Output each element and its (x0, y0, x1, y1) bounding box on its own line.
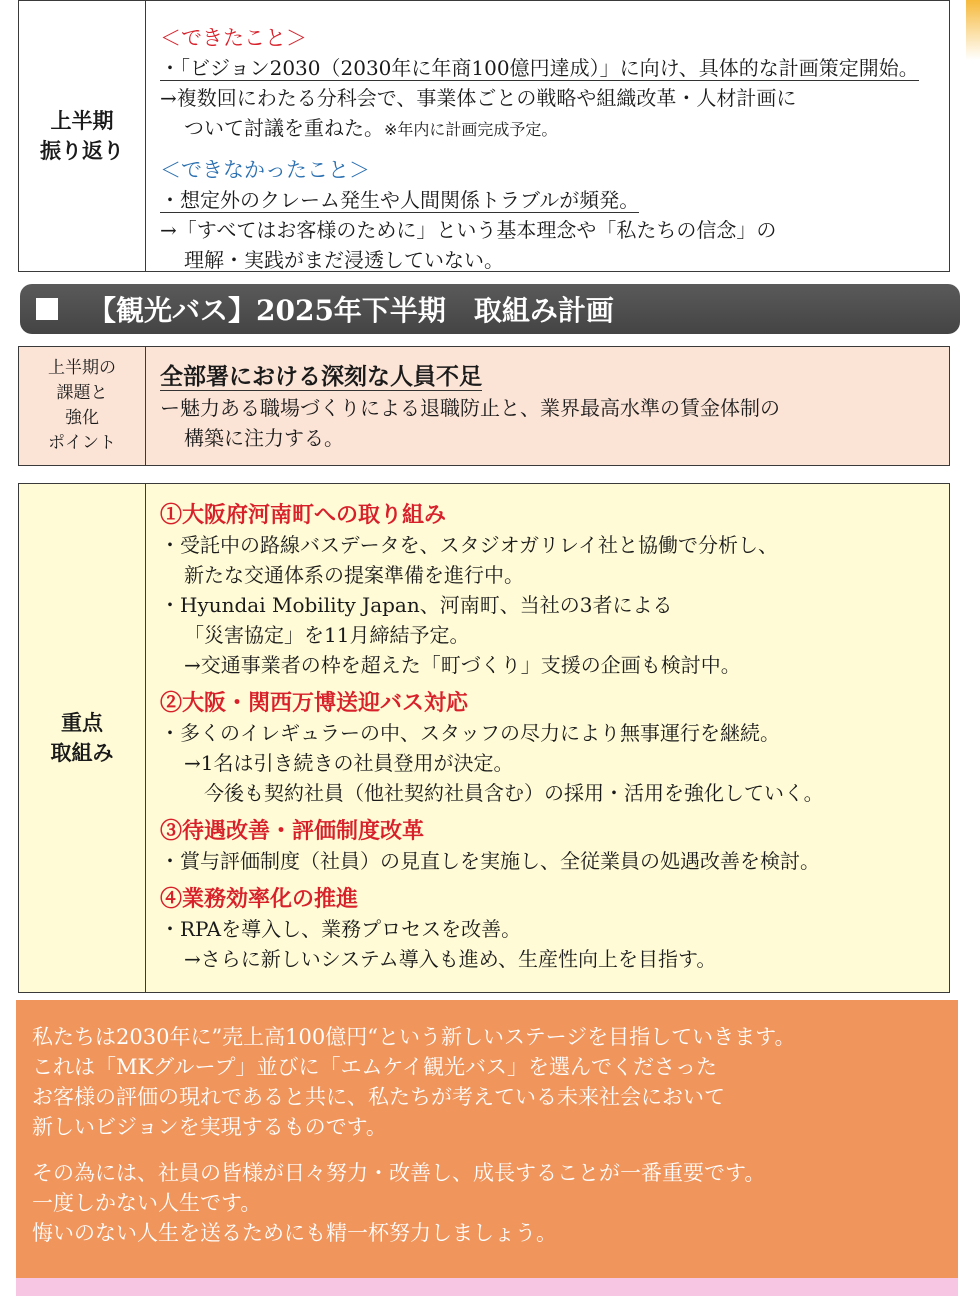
focus-content (146, 484, 949, 992)
review-label-line-1: 上半期 (50, 108, 114, 133)
focus-4-line-2: →さらに新しいシステム導入も進め、生産性向上を目指す。 (184, 947, 717, 971)
notdone-line-3: 理解・実践がまだ浸透していない。 (184, 248, 504, 272)
issue-content (146, 347, 949, 465)
issue-line-1: ー魅力ある職場づくりによる退職防止と、業界最高水準の賃金体制の (160, 396, 780, 420)
review-content (146, 1, 949, 271)
done-line-3: ついて討議を重ねた。 (184, 116, 384, 140)
message-p1-line-1: 私たちは2030年に”売上高100億円“という新しいステージを目指していきます。 (32, 1025, 796, 1049)
focus-1-line-1: ・受託中の路線バスデータを、スタジオガリレイ社と協働で分析し、 (160, 533, 778, 557)
done-line-1: ・「ビジョン2030（2030年に年商100億円達成）」に向け、具体的な計画策定開始。 (160, 56, 919, 80)
issue-label (19, 347, 146, 465)
focus-4-line-1: ・RPAを導入し、業務プロセスを改善。 (160, 917, 522, 941)
corner-decoration (966, 0, 980, 60)
issue-label-line-3: 強化 (65, 408, 99, 428)
review-section (18, 0, 950, 272)
message-p2-line-2: 一度しかない人生です。 (32, 1191, 262, 1215)
message-p1-line-4: 新しいビジョンを実現するものです。 (32, 1115, 387, 1139)
focus-label (19, 484, 146, 992)
focus-1-line-3: ・Hyundai Mobility Japan、河南町、当社の3者による (160, 593, 673, 617)
message-p1-line-3: お客様の評価の現れであると共に、私たちが考えている未来社会において (32, 1085, 725, 1109)
message-p1-line-2: これは「MKグループ」並びに「エムケイ観光バス」を選んでくださった (32, 1055, 718, 1079)
focus-section (18, 483, 950, 993)
issue-label-line-1: 上半期の (48, 358, 116, 378)
notdone-heading: ＜できなかったこと＞ (160, 158, 370, 182)
focus-2-line-1: ・多くのイレギュラーの中、スタッフの尽力により無事運行を継続。 (160, 721, 780, 745)
done-line-2: →複数回にわたる分科会で、事業体ごとの戦略や組織改革・人材計画に (160, 86, 797, 110)
issue-line-2: 構築に注力する。 (184, 426, 344, 450)
message-p2-line-3: 悔いのない人生を送るためにも精一杯努力しましょう。 (32, 1221, 557, 1245)
issue-label-line-4: ポイント (48, 433, 116, 453)
focus-2-line-3: 今後も契約社員（他社契約社員含む）の採用・活用を強化していく。 (204, 781, 824, 805)
review-label (19, 1, 146, 271)
section-title: 【観光バス】2025年下半期 取組み計画 (88, 294, 614, 327)
bottom-accent-strip (16, 1278, 958, 1296)
message-p2-line-1: その為には、社員の皆様が日々努力・改善し、成長することが一番重要です。 (32, 1161, 766, 1185)
section-title-bar (20, 284, 960, 334)
focus-2-line-2: →1名は引き続きの社員登用が決定。 (184, 751, 514, 775)
focus-1-line-4: 「災害協定」を11月締結予定。 (184, 623, 470, 647)
done-note: ※年内に計画完成予定。 (384, 120, 558, 139)
focus-heading-3: ③待遇改善・評価制度改革 (160, 818, 425, 844)
focus-heading-2: ②大阪・関西万博送迎バス対応 (160, 690, 469, 716)
focus-heading-4: ④業務効率化の推進 (160, 886, 359, 912)
square-bullet-icon (36, 298, 58, 320)
focus-label-line-2: 取組み (50, 740, 114, 765)
focus-1-line-5: →交通事業者の枠を超えた「町づくり」支援の企画も検討中。 (184, 653, 741, 677)
notdone-line-2: →「すべてはお客様のために」という基本理念や「私たちの信念」の (160, 218, 777, 242)
review-label-line-2: 振り返り (40, 138, 124, 163)
focus-3-line-1: ・賞与評価制度（社員）の見直しを実施し、全従業員の処遇改善を検討。 (160, 849, 820, 873)
issue-label-line-2: 課題と (56, 383, 108, 403)
message-panel (16, 1000, 958, 1278)
focus-label-line-1: 重点 (61, 710, 103, 735)
notdone-line-1: ・想定外のクレーム発生や人間関係トラブルが頻発。 (160, 188, 640, 212)
issue-heading: 全部署における深刻な人員不足 (160, 363, 482, 390)
focus-1-line-2: 新たな交通体系の提案準備を進行中。 (184, 563, 524, 587)
issue-section (18, 346, 950, 466)
done-heading: ＜できたこと＞ (160, 26, 307, 50)
focus-heading-1: ①大阪府河南町への取り組み (160, 502, 447, 528)
